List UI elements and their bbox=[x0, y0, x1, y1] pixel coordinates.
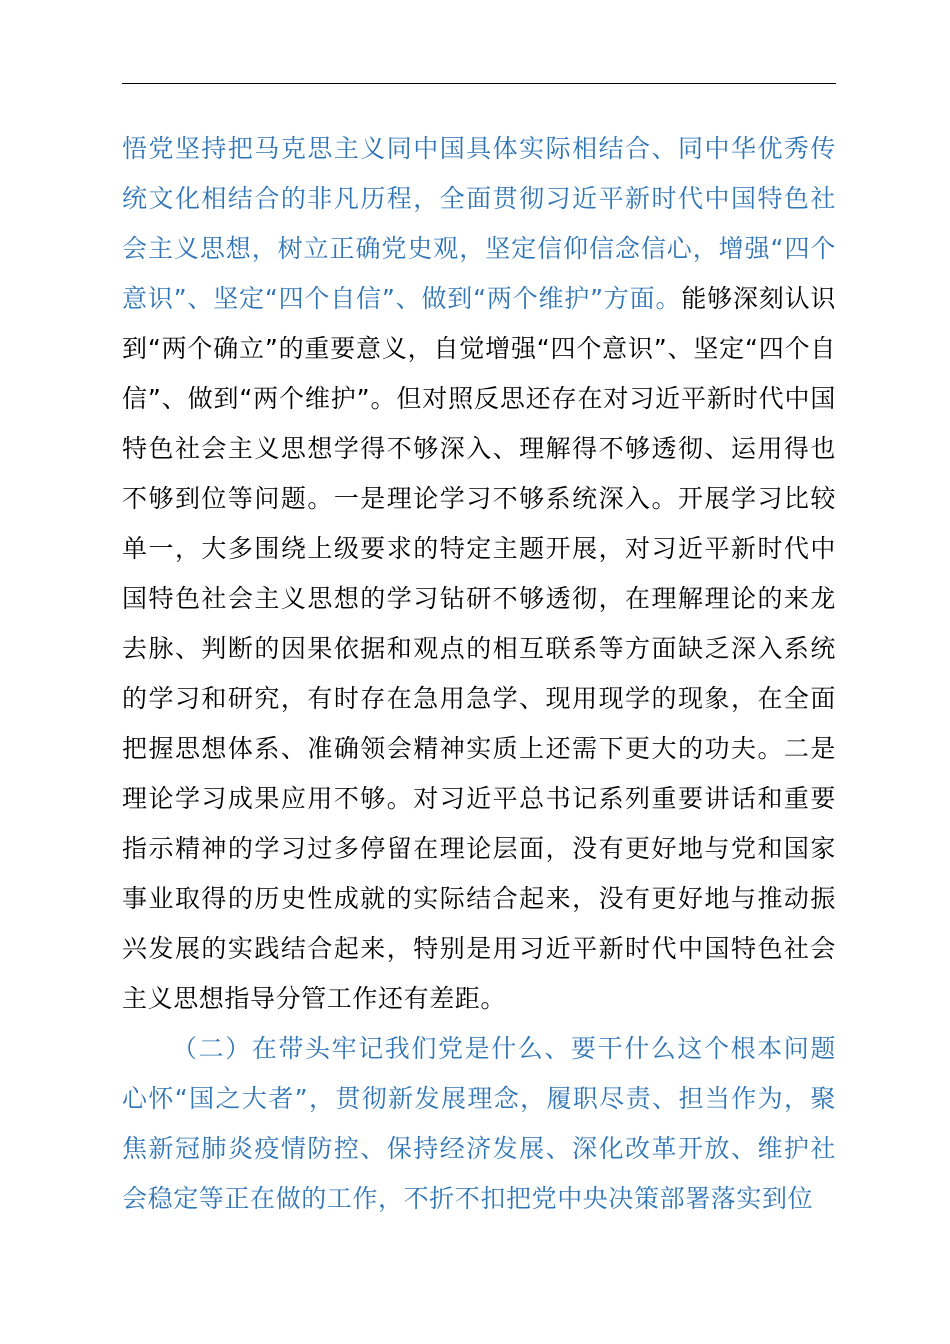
paragraph-2-heading-text: （二）在带头牢记我们党是什么、要干什么这个根本问题心怀“国之大者”，贯彻新发展理念，履职尽责、担当作为，聚焦新冠肺炎疫情防控、保持经济发展、深化改革开放、维护社会稳定等正在做的工作，不折不扣把党中央决策部署落实到位 bbox=[122, 1034, 836, 1213]
paragraph-2 bbox=[122, 1024, 836, 1224]
header-rule bbox=[122, 83, 836, 84]
paragraph-1-heading-text: 悟党坚持把马克思主义同中国具体实际相结合、同中华优秀传统文化相结合的非凡历程，全面贯彻习近平新时代中国特色社会主义思想，树立正确党史观，坚定信仰信念信心，增强“四个意识”、坚定“四个自信”、做到“两个维护”方面。 bbox=[122, 134, 836, 313]
paragraph-1 bbox=[122, 124, 836, 1024]
document-body bbox=[122, 124, 836, 1224]
paragraph-1-body-text: 能够深刻认识到“两个确立”的重要意义，自觉增强“四个意识”、坚定“四个自信”、做到“两个维护”。但对照反思还存在对习近平新时代中国特色社会主义思想学得不够深入、理解得不够透彻、运用得也不够到位等问题。一是理论学习不够系统深入。开展学习比较单一，大多围绕上级要求的特定主题开展，对习近平新时代中国特色社会主义思想的学习钻研不够透彻，在理解理论的来龙去脉、判断的因果依据和观点的相互联系等方面缺乏深入系统的学习和研究，有时存在急用急学、现用现学的现象，在全面把握思想体系、准确领会精神实质上还需下更大的功夫。二是理论学习成果应用不够。对习近平总书记系列重要讲话和重要指示精神的学习过多停留在理论层面，没有更好地与党和国家事业取得的历史性成就的实际结合起来，没有更好地与推动振兴发展的实践结合起来，特别是用习近平新时代中国特色社会主义思想指导分管工作还有差距。 bbox=[122, 284, 836, 1013]
